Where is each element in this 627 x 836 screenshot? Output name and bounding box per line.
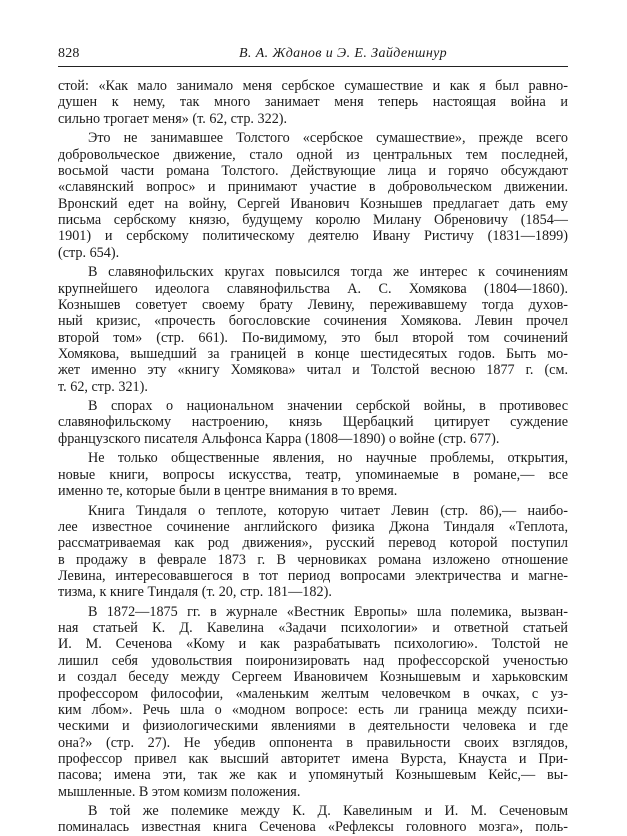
text-line: восьмой части романа Толстого. Действующие лица и горячо обсуждают	[58, 162, 568, 179]
text-line: т. 62, стр. 321).	[58, 378, 148, 395]
running-head: В. А. Жданов и Э. Е. Зайденшнур	[238, 46, 448, 61]
text-line: В 1872—1875 гг. в журнале «Вестник Европы» шла полемика, вызван-	[88, 603, 568, 620]
text-line: жет именно эту «книгу Хомякова» читал и Толстой весною 1877 г. (см.	[58, 362, 568, 379]
text-line: новые книги, вопросы искусства, театр, упоминаемые в романе,— все	[58, 466, 568, 483]
text-line: В спорах о национальном значении сербской войны, в противовес	[88, 398, 568, 415]
text-line: «славянский вопрос» и принимают участие в добровольческом движении.	[58, 179, 568, 196]
text-line: (стр. 654).	[58, 244, 120, 261]
text-line: крупнейшего идеолога славянофильства А. С. Хомякова (1804—1860).	[58, 280, 568, 297]
text-line: тизма, к книге Тиндаля (т. 20, стр. 181—182).	[58, 584, 332, 601]
text-line: ким лбом». Речь шла о «модном вопросе: есть ли граница между психи-	[58, 701, 568, 718]
text-line: Книга Тиндаля о теплоте, которую читает Левин (стр. 86),— наибо-	[88, 502, 568, 519]
text-line: пасова; имена эти, так же как и упомянутый Кознышевым Кейс,— вы-	[58, 767, 568, 784]
header-rule	[58, 66, 568, 67]
text-line: французского писателя Альфонса Карра (1808—1890) о войне (стр. 677).	[58, 430, 500, 447]
text-line: поминалась известная книга Сеченова «Рефлексы головного мозга», поль-	[58, 819, 568, 836]
text-line: и создал беседу между Сергеем Ивановичем Кознышевым и харьковским	[58, 669, 568, 686]
text-line: профессор привел как высший авторитет имена Вурста, Кнауста и При-	[58, 750, 568, 767]
text-line: Кознышев советует своему брату Левину, переживавшему тогда духов-	[58, 296, 568, 313]
text-line: ческими и физиологическими явлениями в деятельности человека и где	[58, 718, 568, 735]
text-line: мышленные. В этом комизм положения.	[58, 783, 301, 800]
text-line: профессором философии, «маленьким желтым человечком в очках, с уз-	[58, 685, 568, 702]
page-header	[58, 44, 568, 66]
text-line: добровольческое движение, стало одной из центральных тем последней,	[58, 146, 568, 163]
text-line: Хомякова, вышедший за границей в конце шестидесятых годов. Быть мо-	[58, 345, 568, 362]
text-line: В той же полемике между К. Д. Кавелиным и И. М. Сеченовым	[88, 803, 568, 820]
text-line: в продажу в феврале 1873 г. В черновиках романа изложено отношение	[58, 551, 568, 568]
text-line: именно те, которые были в центре внимания в то время.	[58, 483, 398, 499]
text-line: И. М. Сеченова «Кому и как разрабатывать психологию». Толстой не	[58, 636, 568, 653]
text-line: лее известное сочинение английского физика Джона Тиндаля «Теплота,	[58, 518, 568, 535]
text-line: ная статьей К. Д. Кавелина «Задачи психологии» и ответной статьей	[58, 620, 568, 637]
text-line: Левина, интересовавшегося в тот период вопросами электричества и магне-	[58, 567, 568, 584]
text-line: 1901) и сербскому политическому деятелю Ивану Ристичу (1831—1899)	[58, 228, 568, 245]
text-line: Вронский едет на войну, Сергей Иванович Кознышев предлагает дать ему	[58, 195, 568, 212]
page-number: 828	[58, 46, 80, 61]
text-line: душен к нему, так много занимает меня теперь настоящая война и	[58, 94, 568, 111]
body-text	[58, 78, 568, 836]
text-line: Это не занимавшее Толстого «сербское сумашествие», прежде всего	[88, 130, 568, 147]
text-line: ный кризис, «прочесть богословские сочинения Хомякова. Левин прочел	[58, 313, 568, 330]
text-line: сильно трогает меня» (т. 62, стр. 322).	[58, 110, 288, 127]
text-line: лишил себя удовольствия поиронизировать над профессорской ученостью	[58, 652, 568, 669]
text-line: она?» (стр. 27). Не убедив оппонента в правильности своих взглядов,	[58, 734, 568, 751]
text-line: Не только общественные явления, но научные проблемы, открытия,	[88, 450, 568, 467]
text-line: письма сербскому князю, будущему королю Милану Обреновичу (1854—	[58, 211, 568, 228]
text-line: рассматриваемая как род движения», русский перевод которой поступил	[58, 535, 568, 552]
text-line: В славянофильских кругах повысился тогда же интерес к сочинениям	[88, 264, 568, 281]
text-line: славянофильскому настроению, князь Щербацкий цитирует суждение	[58, 414, 568, 431]
text-line: стой: «Как мало занимало меня сербское сумашествие и как я был равно-	[58, 78, 568, 94]
text-line: второй том» (стр. 661). По-видимому, это был второй том сочинений	[58, 329, 568, 346]
